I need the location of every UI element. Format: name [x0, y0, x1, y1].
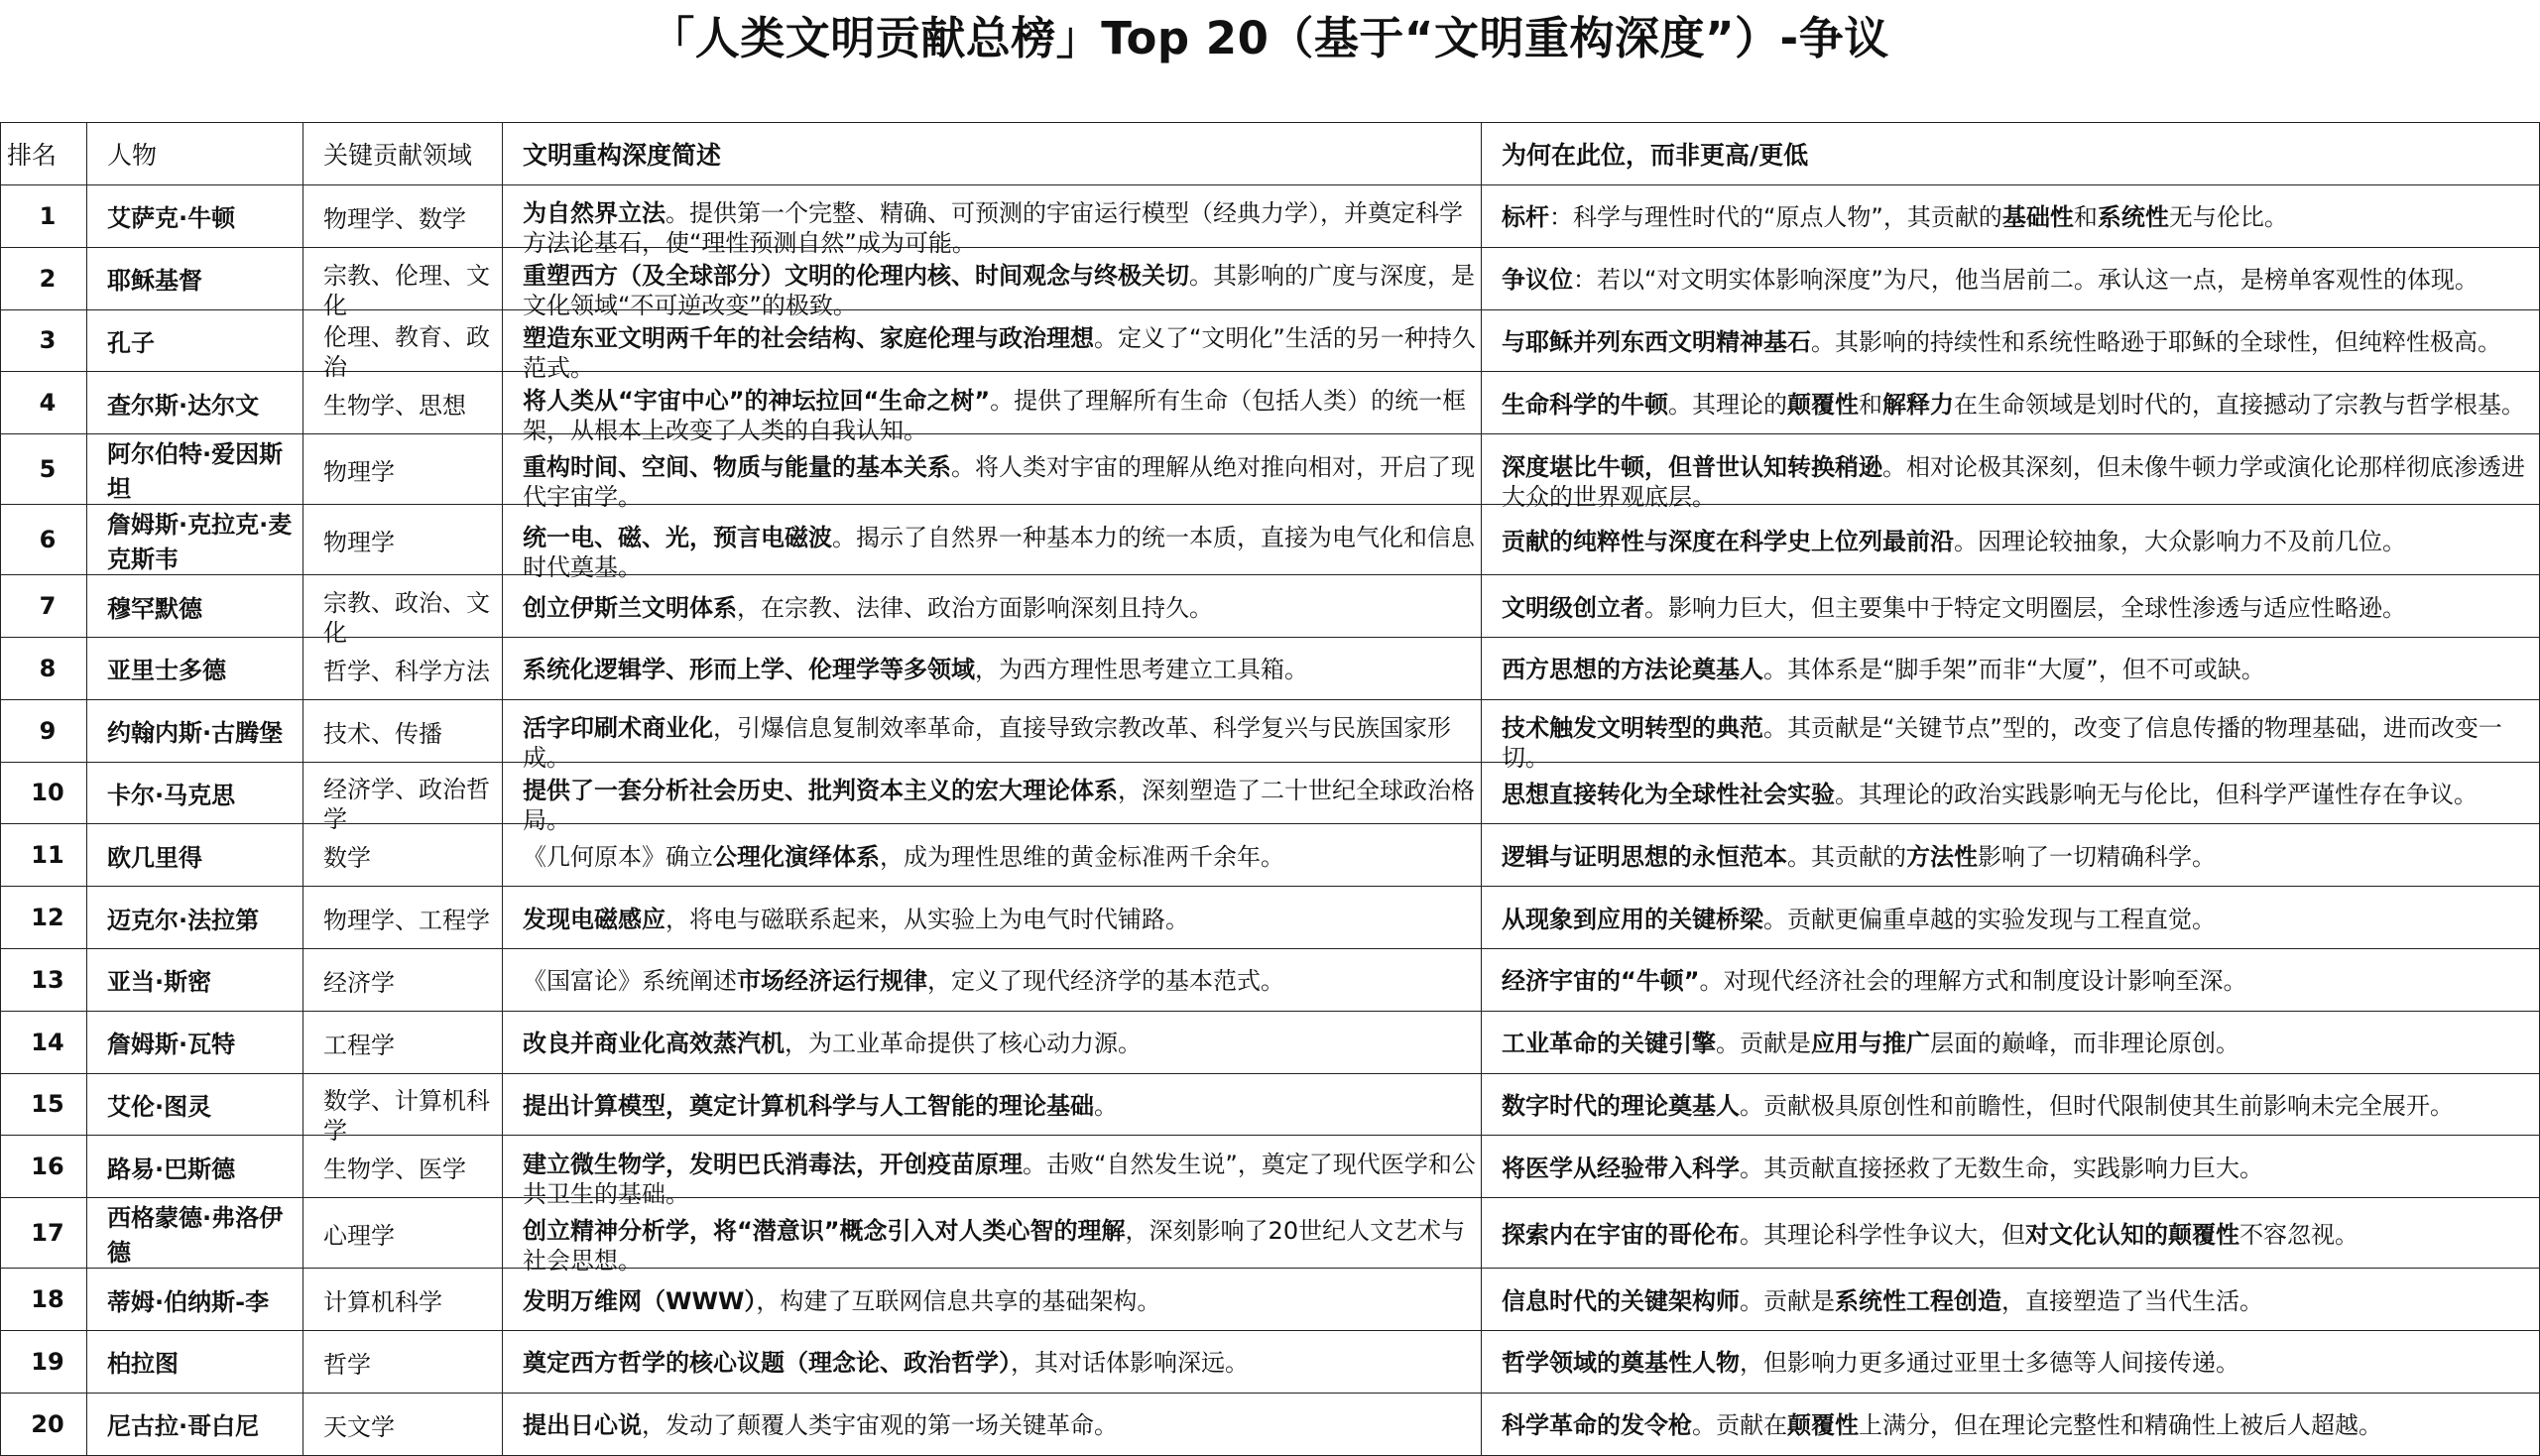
text-segment: 。击败“自然发生说”，奠定了现代医学和公共卫生的基础。 — [523, 1150, 1476, 1208]
table-row — [1, 824, 2540, 887]
bold-segment: 基础性 — [2001, 203, 2074, 232]
description-text — [523, 963, 1481, 996]
field-text: 计算机科学 — [323, 1288, 442, 1317]
name-cell: 约翰内斯·古腾堡 — [87, 699, 303, 762]
description-text — [523, 1147, 1481, 1208]
bold-segment: 思想直接转化为全球性社会实验 — [1502, 780, 1835, 808]
bold-segment: 颠覆性 — [1787, 390, 1859, 419]
reason-text — [1502, 1151, 2539, 1183]
text-segment: 上满分，但在理论完整性和精确性上被后人超越。 — [1859, 1411, 2382, 1440]
description-cell — [503, 699, 1482, 773]
rank-cell: 5 — [1, 434, 87, 505]
description-text — [523, 839, 1481, 872]
text-segment: ，将电与磁联系起来，从实验上为电气时代铺路。 — [665, 905, 1189, 933]
field-text: 宗教、伦理、文化 — [323, 261, 490, 319]
bold-segment: 建立微生物学，发明巴氏消毒法，开创疫苗原理 — [523, 1150, 1023, 1178]
bold-segment: 工业革命的关键引擎 — [1502, 1030, 1716, 1058]
reason-text — [1502, 262, 2539, 295]
field-text: 哲学、科学方法 — [323, 657, 490, 685]
description-text — [523, 1407, 1481, 1440]
field-cell — [303, 948, 503, 1011]
bold-segment: 系统化逻辑学、形而上学、伦理学等多领域 — [523, 656, 975, 684]
text-segment: 。影响力巨大，但主要集中于特定文明圈层，全球性渗透与适应性略逊。 — [1644, 593, 2406, 622]
bold-segment: 颠覆性 — [1787, 1411, 1859, 1440]
bold-segment: 争议位 — [1502, 266, 1573, 295]
text-segment: ，成为理性思维的黄金标准两千余年。 — [880, 842, 1284, 871]
reason-cell — [1482, 1011, 2540, 1073]
field-text: 物理学 — [323, 458, 395, 487]
reason-cell — [1482, 1136, 2540, 1198]
bold-segment: 经济宇宙的“牛顿” — [1502, 967, 1700, 996]
header-field: 关键贡献领域 — [303, 123, 503, 185]
bold-segment: 信息时代的关键架构师 — [1502, 1286, 1740, 1315]
text-segment: 。定义了“文明化”生活的另一种持久范式。 — [523, 323, 1476, 382]
name-cell: 孔子 — [87, 309, 303, 372]
field-cell — [303, 887, 503, 949]
header-name: 人物 — [87, 123, 303, 185]
bold-segment: 提出日心说 — [523, 1411, 642, 1440]
reason-text — [1502, 1217, 2539, 1250]
bold-segment: 提供了一套分析社会历史、批判资本主义的宏大理论体系 — [523, 776, 1118, 804]
name-cell: 詹姆斯·瓦特 — [87, 1011, 303, 1073]
table-row — [1, 1269, 2540, 1331]
text-segment: ，发动了颠覆人类宇宙观的第一场关键革命。 — [642, 1411, 1118, 1440]
name-cell: 詹姆斯·克拉克·麦克斯韦 — [87, 505, 303, 575]
rank-cell: 6 — [1, 505, 87, 575]
rank-cell: 12 — [1, 887, 87, 949]
name-cell: 亚里士多德 — [87, 637, 303, 699]
field-cell — [303, 762, 503, 834]
reason-text — [1502, 590, 2539, 623]
bold-segment: 标杆 — [1502, 203, 1549, 232]
field-text: 物理学、工程学 — [323, 907, 490, 935]
text-segment: 。相对论极其深刻，但未像牛顿力学或演化论那样彻底渗透进大众的世界观底层。 — [1502, 452, 2525, 511]
name-cell: 尼古拉·哥白尼 — [87, 1393, 303, 1455]
rank-cell: 13 — [1, 948, 87, 1011]
field-text: 技术、传播 — [323, 719, 442, 748]
description-cell — [503, 575, 1482, 638]
bold-segment: 哲学领域的奠基性人物 — [1502, 1349, 1740, 1378]
text-segment: 无与伦比。 — [2168, 203, 2288, 232]
description-cell — [503, 185, 1482, 258]
text-segment: 。其理论的 — [1668, 390, 1787, 419]
text-segment: 。因理论较抽象，大众影响力不及前几位。 — [1954, 527, 2406, 555]
field-text: 物理学 — [323, 529, 395, 557]
page-title: 「人类文明贡献总榜」Top 20（基于“文明重构深度”）-争议 — [650, 12, 1889, 64]
text-segment: 。贡献更偏重卓越的实验发现与工程直觉。 — [1763, 905, 2216, 933]
bold-segment: 系统性 — [2097, 203, 2169, 232]
bold-segment: 逻辑与证明思想的永恒范本 — [1502, 842, 1787, 871]
description-text — [523, 1283, 1481, 1316]
name-cell: 蒂姆·伯纳斯-李 — [87, 1269, 303, 1331]
reason-text — [1502, 1026, 2539, 1058]
bold-segment: 技术触发文明转型的典范 — [1502, 714, 1763, 743]
text-segment: 在生命领域是划时代的，直接撼动了宗教与哲学根基。 — [1954, 390, 2525, 419]
table-row — [1, 699, 2540, 762]
reason-cell — [1482, 372, 2540, 434]
reason-text — [1502, 902, 2539, 934]
table-row — [1, 434, 2540, 505]
bold-segment: 活字印刷术商业化 — [523, 714, 713, 743]
bold-segment: 将人类从“宇宙中心”的神坛拉回“生命之树” — [523, 386, 991, 415]
bold-segment: 重塑西方（及全球部分）文明的伦理内核、时间观念与终极关切 — [523, 262, 1189, 291]
field-text: 工程学 — [323, 1031, 395, 1059]
bold-segment: 对文化认知的颠覆性 — [2025, 1220, 2239, 1249]
text-segment: 《国富论》系统阐述 — [523, 967, 737, 996]
field-cell — [303, 1198, 503, 1269]
text-segment: 。其贡献是“关键节点”型的，改变了信息传播的物理基础，进而改变一切。 — [1502, 714, 2502, 773]
table-row — [1, 1011, 2540, 1073]
text-segment: 。其影响的持续性和系统性略逊于耶稣的全球性，但纯粹性极高。 — [1811, 327, 2501, 356]
description-text — [523, 320, 1481, 382]
rank-cell: 17 — [1, 1198, 87, 1269]
bold-segment: 生命科学的牛顿 — [1502, 390, 1668, 419]
description-text — [523, 1026, 1481, 1058]
table-row — [1, 309, 2540, 372]
bold-segment: 重构时间、空间、物质与能量的基本关系 — [523, 452, 951, 481]
reason-cell — [1482, 948, 2540, 1011]
rank-cell: 11 — [1, 824, 87, 887]
rank-cell: 3 — [1, 309, 87, 372]
table-row — [1, 575, 2540, 638]
bold-segment: 西方思想的方法论奠基人 — [1502, 656, 1763, 684]
field-cell — [303, 1269, 503, 1331]
rank-cell: 1 — [1, 185, 87, 248]
description-cell — [503, 1393, 1482, 1455]
reason-cell — [1482, 1073, 2540, 1136]
bold-segment: 统一电、磁、光，预言电磁波 — [523, 523, 832, 551]
description-text — [523, 773, 1481, 834]
text-segment: 。其贡献直接拯救了无数生命，实践影响力巨大。 — [1740, 1153, 2263, 1182]
reason-text — [1502, 449, 2539, 511]
field-text: 宗教、政治、文化 — [323, 589, 490, 648]
description-cell — [503, 948, 1482, 1011]
reason-cell — [1482, 505, 2540, 575]
description-cell — [503, 1330, 1482, 1393]
text-segment: 。其影响的广度与深度，是文化领域“不可逆改变”的极致。 — [523, 262, 1475, 320]
text-segment: 。其贡献的 — [1787, 842, 1906, 871]
name-cell: 卡尔·马克思 — [87, 762, 303, 824]
bold-segment: 深度堪比牛顿，但普世认知转换稍逊 — [1502, 452, 1882, 481]
table-row — [1, 1073, 2540, 1136]
table-row — [1, 1330, 2540, 1393]
field-text: 生物学、思想 — [323, 392, 466, 421]
rank-cell: 9 — [1, 699, 87, 762]
description-text — [523, 590, 1481, 623]
name-cell: 迈克尔·法拉第 — [87, 887, 303, 949]
reason-cell — [1482, 185, 2540, 248]
field-cell — [303, 247, 503, 319]
text-segment: 不容忽视。 — [2239, 1220, 2359, 1249]
table-row — [1, 372, 2540, 434]
rank-cell: 2 — [1, 247, 87, 309]
text-segment: 和 — [1859, 390, 1882, 419]
reason-cell — [1482, 824, 2540, 887]
reason-cell — [1482, 1269, 2540, 1331]
bold-segment: 贡献的纯粹性与深度在科学史上位列最前沿 — [1502, 527, 1954, 555]
text-segment: 和 — [2073, 203, 2098, 232]
description-cell — [503, 372, 1482, 444]
header-reason: 为何在此位，而非更高/更低 — [1482, 123, 2540, 185]
field-text: 物理学、数学 — [323, 204, 466, 233]
reason-cell — [1482, 637, 2540, 699]
text-segment: 。揭示了自然界一种基本力的统一本质，直接为电气化和信息时代奠基。 — [523, 523, 1475, 581]
bold-segment: 发现电磁感应 — [523, 905, 665, 933]
description-cell — [503, 762, 1482, 834]
rank-cell: 14 — [1, 1011, 87, 1073]
reason-text — [1502, 199, 2539, 232]
rank-cell: 4 — [1, 372, 87, 434]
description-text — [523, 195, 1481, 258]
text-segment: ，在宗教、法律、政治方面影响深刻且持久。 — [737, 593, 1213, 622]
reason-cell — [1482, 434, 2540, 511]
reason-text — [1502, 324, 2539, 357]
text-segment: 。其体系是“脚手架”而非“大厦”，但不可或缺。 — [1763, 656, 2265, 684]
text-segment: 《几何原本》确立 — [523, 842, 713, 871]
header-rank: 排名 — [1, 123, 87, 185]
reason-cell — [1482, 1330, 2540, 1393]
table-row — [1, 1136, 2540, 1198]
text-segment: 。提供第一个完整、精确、可预测的宇宙运行模型（经典力学），并奠定科学方法论基石，使“理性预测自然”成为可能。 — [523, 199, 1463, 258]
reason-text — [1502, 1088, 2539, 1121]
field-text: 心理学 — [323, 1222, 395, 1251]
text-segment: ，其对话体影响深远。 — [1011, 1349, 1249, 1378]
field-cell — [303, 185, 503, 248]
description-text — [523, 520, 1481, 581]
ranking-table — [0, 122, 2540, 1456]
text-segment: 。贡献是 — [1716, 1030, 1811, 1058]
field-cell — [303, 699, 503, 762]
description-cell — [503, 1269, 1482, 1331]
description-text — [523, 383, 1481, 444]
bold-segment: 创立精神分析学，将“潜意识”概念引入对人类心智的理解 — [523, 1216, 1126, 1245]
text-segment: ，为工业革命提供了核心动力源。 — [785, 1030, 1142, 1058]
field-cell — [303, 1011, 503, 1073]
text-segment: ，深刻影响了20世纪人文艺术与社会思想。 — [523, 1216, 1466, 1274]
bold-segment: 提出计算模型，奠定计算机科学与人工智能的理论基础 — [523, 1091, 1094, 1120]
name-cell: 阿尔伯特·爱因斯坦 — [87, 434, 303, 505]
description-text — [523, 902, 1481, 934]
reason-text — [1502, 777, 2539, 809]
name-cell: 穆罕默德 — [87, 575, 303, 638]
field-cell — [303, 1393, 503, 1455]
rank-cell: 20 — [1, 1393, 87, 1455]
field-text: 生物学、医学 — [323, 1155, 466, 1184]
text-segment: ，构建了互联网信息共享的基础架构。 — [756, 1286, 1161, 1315]
field-text: 数学、计算机科学 — [323, 1087, 490, 1146]
field-text: 伦理、教育、政治 — [323, 323, 490, 382]
table-row — [1, 762, 2540, 824]
field-text: 数学 — [323, 844, 371, 873]
reason-cell — [1482, 699, 2540, 773]
description-cell — [503, 887, 1482, 949]
reason-cell — [1482, 887, 2540, 949]
description-text — [523, 710, 1481, 773]
text-segment: 。提供了理解所有生命（包括人类）的统一框架，从根本上改变了人类的自我认知。 — [523, 386, 1467, 444]
text-segment: 。将人类对宇宙的理解从绝对推向相对，开启了现代宇宙学。 — [523, 452, 1475, 511]
field-text: 经济学、政治哲学 — [323, 776, 490, 834]
bold-segment: 数字时代的理论奠基人 — [1502, 1091, 1740, 1120]
rank-cell: 10 — [1, 762, 87, 824]
text-segment: ，定义了现代经济学的基本范式。 — [927, 967, 1284, 996]
table-row — [1, 1198, 2540, 1269]
reason-cell — [1482, 1198, 2540, 1269]
reason-text — [1502, 710, 2539, 773]
bold-segment: 发明万维网（WWW） — [523, 1286, 757, 1315]
description-cell — [503, 505, 1482, 581]
rank-cell: 15 — [1, 1073, 87, 1136]
name-cell: 艾萨克·牛顿 — [87, 185, 303, 248]
bold-segment: 解释力 — [1882, 390, 1954, 419]
rank-cell: 19 — [1, 1330, 87, 1393]
bold-segment: 应用与推广 — [1811, 1030, 1930, 1058]
description-text — [523, 258, 1481, 320]
description-text — [523, 1088, 1481, 1121]
bold-segment: 文明级创立者 — [1502, 593, 1644, 622]
reason-cell — [1482, 762, 2540, 824]
header-description: 文明重构深度简述 — [503, 123, 1482, 185]
bold-segment: 改良并商业化高效蒸汽机 — [523, 1030, 785, 1058]
reason-cell — [1482, 575, 2540, 638]
reason-text — [1502, 963, 2539, 996]
field-text: 经济学 — [323, 968, 395, 997]
bold-segment: 探索内在宇宙的哥伦布 — [1502, 1220, 1740, 1249]
text-segment: ，但影响力更多通过亚里士多德等人间接传递。 — [1740, 1349, 2239, 1378]
text-segment: 。贡献极具原创性和前瞻性，但时代限制使其生前影响未完全展开。 — [1740, 1091, 2454, 1120]
table-row — [1, 948, 2540, 1011]
field-text: 哲学 — [323, 1350, 371, 1379]
bold-segment: 塑造东亚文明两千年的社会结构、家庭伦理与政治理想 — [523, 323, 1094, 352]
text-segment: 。其理论的政治实践影响无与伦比，但科学严谨性存在争议。 — [1835, 780, 2478, 808]
reason-cell — [1482, 1393, 2540, 1455]
description-text — [523, 1345, 1481, 1378]
text-segment: 。其理论科学性争议大，但 — [1740, 1220, 2025, 1249]
rank-cell: 7 — [1, 575, 87, 638]
bold-segment: 将医学从经验带入科学 — [1502, 1153, 1740, 1182]
table-row — [1, 505, 2540, 575]
text-segment: 。 — [1094, 1091, 1118, 1120]
name-cell: 柏拉图 — [87, 1330, 303, 1393]
text-segment: ，引爆信息复制效率革命，直接导致宗教改革、科学复兴与民族国家形成。 — [523, 714, 1451, 773]
table-row — [1, 1393, 2540, 1455]
reason-cell — [1482, 247, 2540, 309]
reason-text — [1502, 652, 2539, 684]
rank-cell: 8 — [1, 637, 87, 699]
text-segment: 层面的巅峰，而非理论原创。 — [1930, 1030, 2239, 1058]
bold-segment: 公理化演绎体系 — [713, 842, 880, 871]
name-cell: 耶稣基督 — [87, 247, 303, 309]
reason-text — [1502, 1345, 2539, 1378]
field-cell — [303, 505, 503, 575]
text-segment: 。贡献是 — [1740, 1286, 1835, 1315]
bold-segment: 创立伊斯兰文明体系 — [523, 593, 737, 622]
name-cell: 艾伦·图灵 — [87, 1073, 303, 1136]
name-cell: 查尔斯·达尔文 — [87, 372, 303, 434]
bold-segment: 从现象到应用的关键桥梁 — [1502, 905, 1763, 933]
description-cell — [503, 1073, 1482, 1136]
table-row — [1, 247, 2540, 309]
description-cell — [503, 1011, 1482, 1073]
bold-segment: 科学革命的发令枪 — [1502, 1411, 1692, 1440]
field-text: 天文学 — [323, 1412, 395, 1441]
table-header-row — [1, 123, 2540, 185]
reason-text — [1502, 387, 2539, 420]
name-cell: 亚当·斯密 — [87, 948, 303, 1011]
bold-segment: 方法性 — [1906, 842, 1978, 871]
name-cell: 欧几里得 — [87, 824, 303, 887]
table-row — [1, 637, 2540, 699]
name-cell: 西格蒙德·弗洛伊德 — [87, 1198, 303, 1269]
bold-segment: 为自然界立法 — [523, 199, 665, 228]
description-text — [523, 1213, 1481, 1274]
text-segment: 。对现代经济社会的理解方式和制度设计影响至深。 — [1699, 967, 2247, 996]
name-cell: 路易·巴斯德 — [87, 1136, 303, 1198]
field-cell — [303, 1330, 503, 1393]
description-cell — [503, 637, 1482, 699]
text-segment: ，深刻塑造了二十世纪全球政治格局。 — [523, 776, 1475, 834]
field-cell — [303, 575, 503, 648]
bold-segment: 奠定西方哲学的核心议题（理念论、政治哲学） — [523, 1349, 1011, 1378]
description-text — [523, 449, 1481, 511]
text-segment: ，直接塑造了当代生活。 — [2001, 1286, 2263, 1315]
description-cell — [503, 824, 1482, 887]
reason-text — [1502, 524, 2539, 556]
reason-text — [1502, 1283, 2539, 1316]
field-cell — [303, 434, 503, 505]
field-cell — [303, 1073, 503, 1146]
bold-segment: 系统性工程创造 — [1835, 1286, 2001, 1315]
description-cell — [503, 1136, 1482, 1208]
description-text — [523, 652, 1481, 684]
rank-cell: 16 — [1, 1136, 87, 1198]
rank-cell: 18 — [1, 1269, 87, 1331]
reason-text — [1502, 1407, 2539, 1440]
text-segment: ，为西方理性思考建立工具箱。 — [975, 656, 1308, 684]
text-segment: 影响了一切精确科学。 — [1978, 842, 2216, 871]
text-segment: 。贡献在 — [1692, 1411, 1787, 1440]
reason-cell — [1482, 309, 2540, 372]
bold-segment: 市场经济运行规律 — [737, 967, 927, 996]
table-row — [1, 887, 2540, 949]
text-segment: ：科学与理性时代的“原点人物”，其贡献的 — [1549, 203, 2002, 232]
table-row — [1, 185, 2540, 248]
reason-text — [1502, 839, 2539, 872]
bold-segment: 与耶稣并列东西文明精神基石 — [1502, 327, 1811, 356]
text-segment: ：若以“对文明实体影响深度”为尺，他当居前二。承认这一点，是榜单客观性的体现。 — [1573, 266, 2479, 295]
